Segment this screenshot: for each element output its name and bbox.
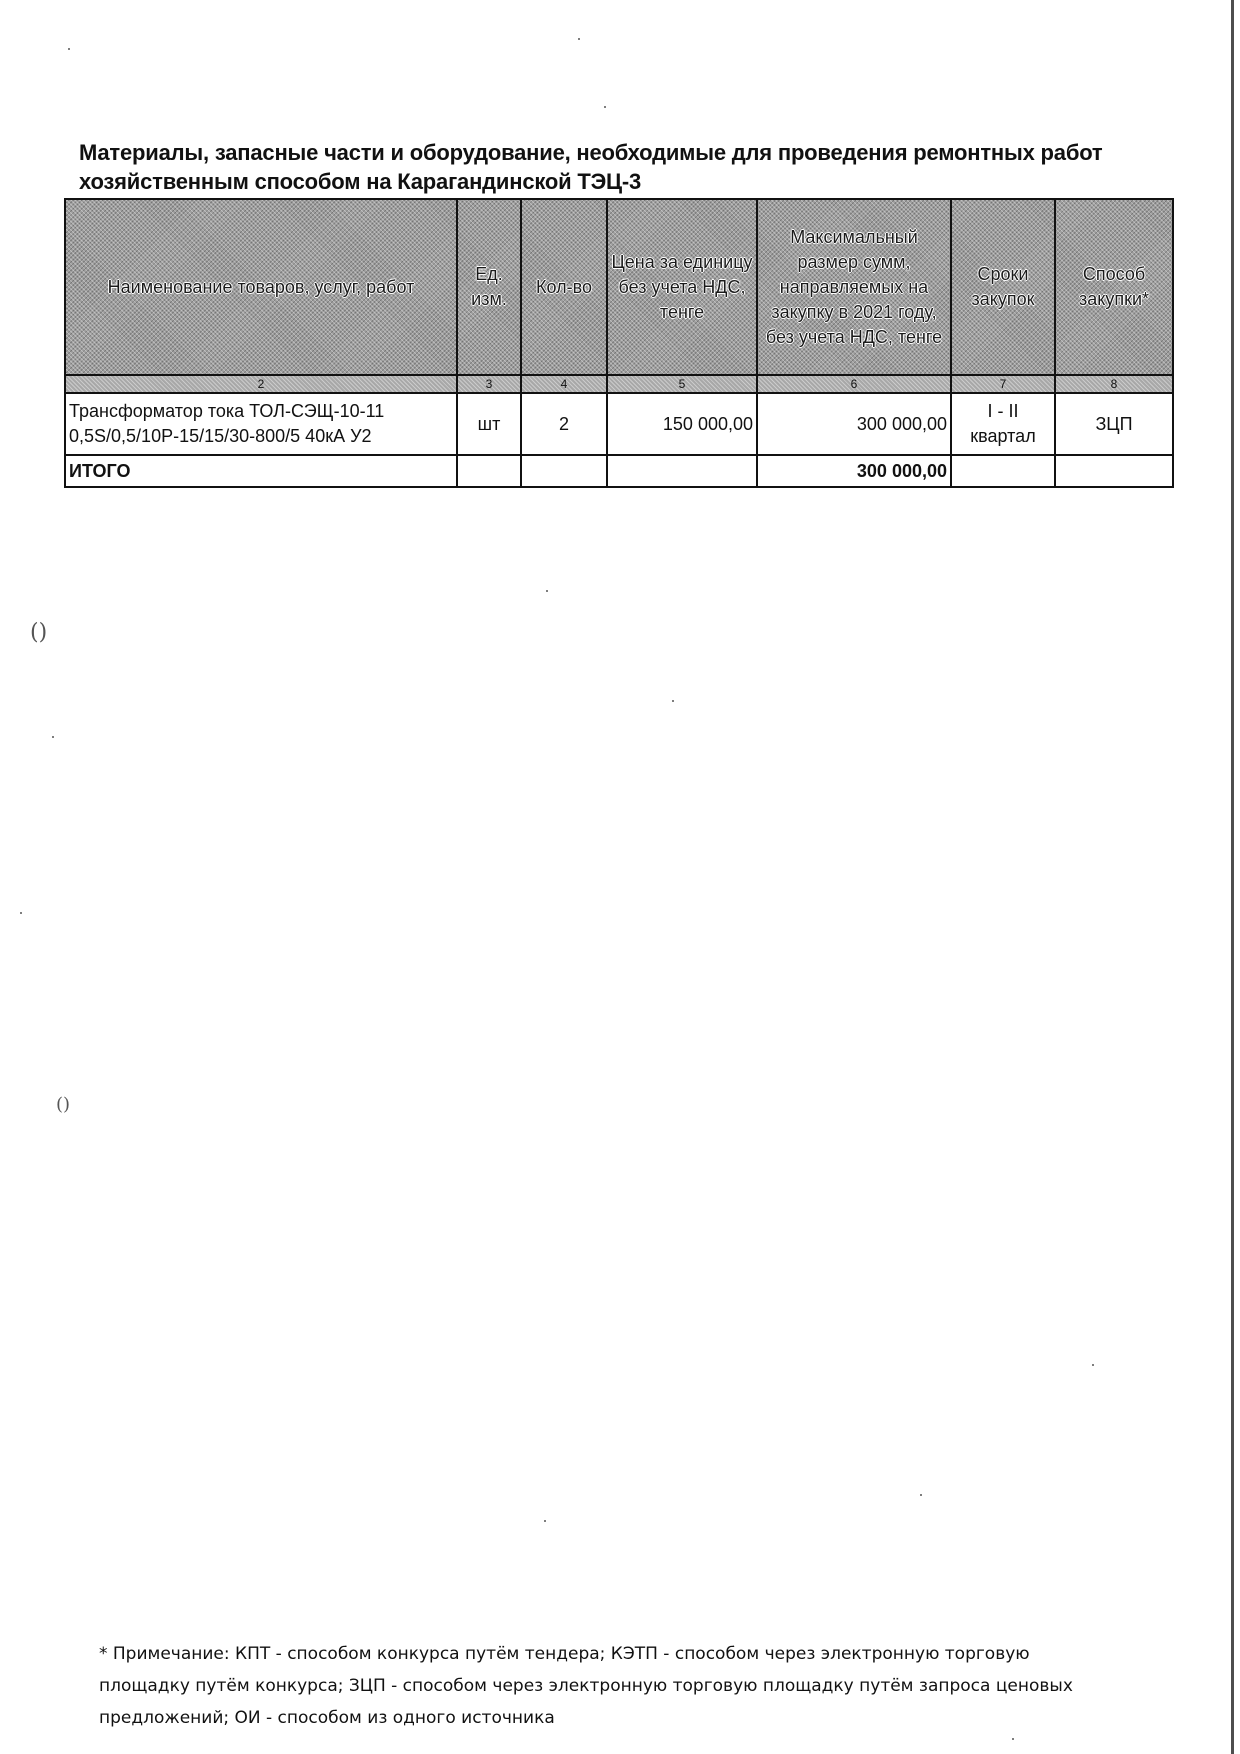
scan-speck: [1092, 1364, 1094, 1366]
margin-mark: (): [30, 620, 48, 645]
scan-speck: [672, 700, 674, 702]
column-number-row: [65, 375, 1173, 393]
item-unit: шт: [457, 393, 521, 455]
scan-speck: [604, 106, 606, 108]
total-amount: 300 000,00: [757, 455, 951, 487]
empty-cell: [607, 455, 757, 487]
column-number: 8: [1055, 375, 1173, 393]
header-price: Цена за единицу без учета НДС, тенге: [607, 199, 757, 375]
scan-speck: [20, 912, 22, 914]
empty-cell: [1055, 455, 1173, 487]
scan-speck: [920, 1494, 922, 1496]
item-qty: 2: [521, 393, 607, 455]
footnote: * Примечание: КПТ - способом конкурса путём тендера; КЭТП - способом через электронную торговую площадку путём конкурса; ЗЦП - способом через электронную торговую площадку путём запроса ценовых предложений; ОИ - способом из одного источника: [99, 1644, 1073, 1728]
empty-cell: [951, 455, 1055, 487]
item-period: I - II квартал: [951, 393, 1055, 455]
scan-speck: [578, 38, 580, 40]
column-number: 4: [521, 375, 607, 393]
column-number: 5: [607, 375, 757, 393]
item-price: 150 000,00: [607, 393, 757, 455]
scan-speck: [544, 1520, 546, 1522]
header-name: Наименование товаров, услуг, работ: [65, 199, 457, 375]
procurement-table: [64, 198, 1174, 488]
scan-speck: [1012, 1738, 1014, 1740]
scan-speck: [68, 48, 70, 50]
header-amount: Максимальный размер сумм, направляемых на закупку в 2021 году, без учета НДС, тенге: [757, 199, 951, 375]
title-line-2: хозяйственным способом на Карагандинской ТЭЦ-3: [79, 169, 642, 194]
item-amount: 300 000,00: [757, 393, 951, 455]
item-method: ЗЦП: [1055, 393, 1173, 455]
empty-cell: [521, 455, 607, 487]
document-title: [79, 138, 1179, 196]
header-unit: Ед. изм.: [457, 199, 521, 375]
column-number: 6: [757, 375, 951, 393]
margin-mark: (): [56, 1094, 71, 1115]
scan-edge: [1231, 0, 1234, 1754]
table-row: [65, 393, 1173, 455]
empty-cell: [457, 455, 521, 487]
title-line-1: Материалы, запасные части и оборудование, необходимые для проведения ремонтных работ: [79, 140, 1103, 165]
scan-speck: [52, 736, 54, 738]
header-qty: Кол-во: [521, 199, 607, 375]
header-row: [65, 199, 1173, 375]
column-number: 3: [457, 375, 521, 393]
item-name: Трансформатор тока ТОЛ-СЭЩ-10-11 0,5S/0,5/10P-15/15/30-800/5 40кА У2: [65, 393, 457, 455]
total-row: [65, 455, 1173, 487]
scan-speck: [546, 590, 548, 592]
header-method: Способ закупки*: [1055, 199, 1173, 375]
column-number: 7: [951, 375, 1055, 393]
column-number: 2: [65, 375, 457, 393]
header-period: Сроки закупок: [951, 199, 1055, 375]
total-label: ИТОГО: [65, 455, 457, 487]
